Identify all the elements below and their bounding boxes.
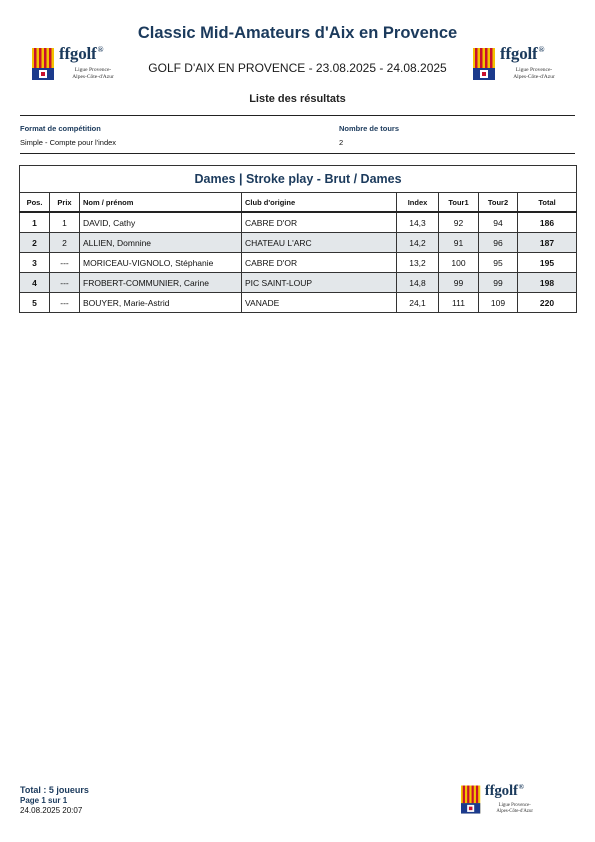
cell-total: 195 [518, 253, 577, 273]
column-header-index: Index [397, 193, 439, 213]
cell-tour2: 109 [479, 293, 518, 313]
cell-index: 14,8 [397, 273, 439, 293]
cell-tour1: 100 [439, 253, 479, 273]
header-divider [20, 115, 575, 116]
table-caption-row [20, 166, 577, 193]
cell-index: 13,2 [397, 253, 439, 273]
cell-tour1: 99 [439, 273, 479, 293]
ffgolf-logo-right [473, 44, 573, 86]
cell-pos: 1 [20, 212, 50, 233]
cell-nom: ALLIEN, Domnine [80, 233, 242, 253]
ffgolf-logo-footer [461, 782, 549, 819]
provence-flag-icon [461, 786, 480, 814]
ligue-name: Ligue Provence- Alpes-Côte-d'Azur [513, 67, 555, 80]
cell-tour2: 96 [479, 233, 518, 253]
results-table [19, 165, 577, 313]
ligue-name: Ligue Provence- Alpes-Côte-d'Azur [72, 67, 114, 80]
cell-index: 24,1 [397, 293, 439, 313]
cell-tour2: 94 [479, 212, 518, 233]
column-header-total: Total [518, 193, 577, 213]
table-row [20, 253, 577, 273]
footer-total: Total : 5 joueurs [20, 785, 89, 795]
cell-tour2: 99 [479, 273, 518, 293]
cell-nom: FROBERT-COMMUNIER, Carine [80, 273, 242, 293]
table-row [20, 273, 577, 293]
ffgolf-brand: ffgolf® [59, 44, 104, 63]
format-value: Simple - Compte pour l'index [20, 138, 117, 147]
cell-total: 186 [518, 212, 577, 233]
page-title: Classic Mid-Amateurs d'Aix en Provence [137, 24, 458, 42]
cell-prix: 1 [50, 212, 80, 233]
cell-pos: 5 [20, 293, 50, 313]
ffgolf-brand: ffgolf® [500, 44, 545, 63]
cell-pos: 3 [20, 253, 50, 273]
cell-prix: --- [50, 273, 80, 293]
table-caption: Dames | Stroke play - Brut / Dames [20, 166, 577, 193]
cell-pos: 4 [20, 273, 50, 293]
column-header-tour2: Tour2 [479, 193, 518, 213]
column-header-pos: Pos. [20, 193, 50, 213]
cell-index: 14,3 [397, 212, 439, 233]
provence-flag-icon [473, 48, 495, 80]
rounds-value: 2 [339, 138, 344, 147]
provence-flag-icon [32, 48, 54, 80]
cell-club: CHATEAU L'ARC [242, 233, 397, 253]
table-header-row [20, 193, 577, 213]
meta-divider [20, 153, 575, 154]
cell-prix: --- [50, 293, 80, 313]
footer-page-number: Page 1 sur 1 [20, 796, 68, 805]
cell-nom: DAVID, Cathy [80, 212, 242, 233]
column-header-prix: Prix [50, 193, 80, 213]
cell-tour1: 91 [439, 233, 479, 253]
table-row [20, 212, 577, 233]
ligue-name: Ligue Provence- Alpes-Côte-d'Azur [496, 802, 533, 814]
cell-prix: 2 [50, 233, 80, 253]
cell-tour1: 92 [439, 212, 479, 233]
cell-pos: 2 [20, 233, 50, 253]
cell-club: CABRE D'OR [242, 253, 397, 273]
cell-total: 198 [518, 273, 577, 293]
cell-tour2: 95 [479, 253, 518, 273]
column-header-club: Club d'origine [242, 193, 397, 213]
column-header-tour1: Tour1 [439, 193, 479, 213]
cell-nom: MORICEAU-VIGNOLO, Stéphanie [80, 253, 242, 273]
table-row [20, 293, 577, 313]
column-header-nom: Nom / prénom [80, 193, 242, 213]
format-label: Format de compétition [20, 124, 101, 133]
cell-prix: --- [50, 253, 80, 273]
cell-club: CABRE D'OR [242, 212, 397, 233]
ffgolf-brand: ffgolf® [484, 782, 524, 799]
cell-club: PIC SAINT-LOUP [242, 273, 397, 293]
ffgolf-logo-left [32, 44, 132, 86]
cell-index: 14,2 [397, 233, 439, 253]
table-row [20, 233, 577, 253]
rounds-label: Nombre de tours [339, 124, 400, 133]
cell-total: 220 [518, 293, 577, 313]
cell-tour1: 111 [439, 293, 479, 313]
footer-print-date: 24.08.2025 20:07 [20, 806, 83, 815]
document-title: Liste des résultats [249, 93, 346, 105]
cell-total: 187 [518, 233, 577, 253]
cell-club: VANADE [242, 293, 397, 313]
cell-nom: BOUYER, Marie-Astrid [80, 293, 242, 313]
event-subtitle: GOLF D'AIX EN PROVENCE - 23.08.2025 - 24.08.2025 [148, 61, 447, 75]
